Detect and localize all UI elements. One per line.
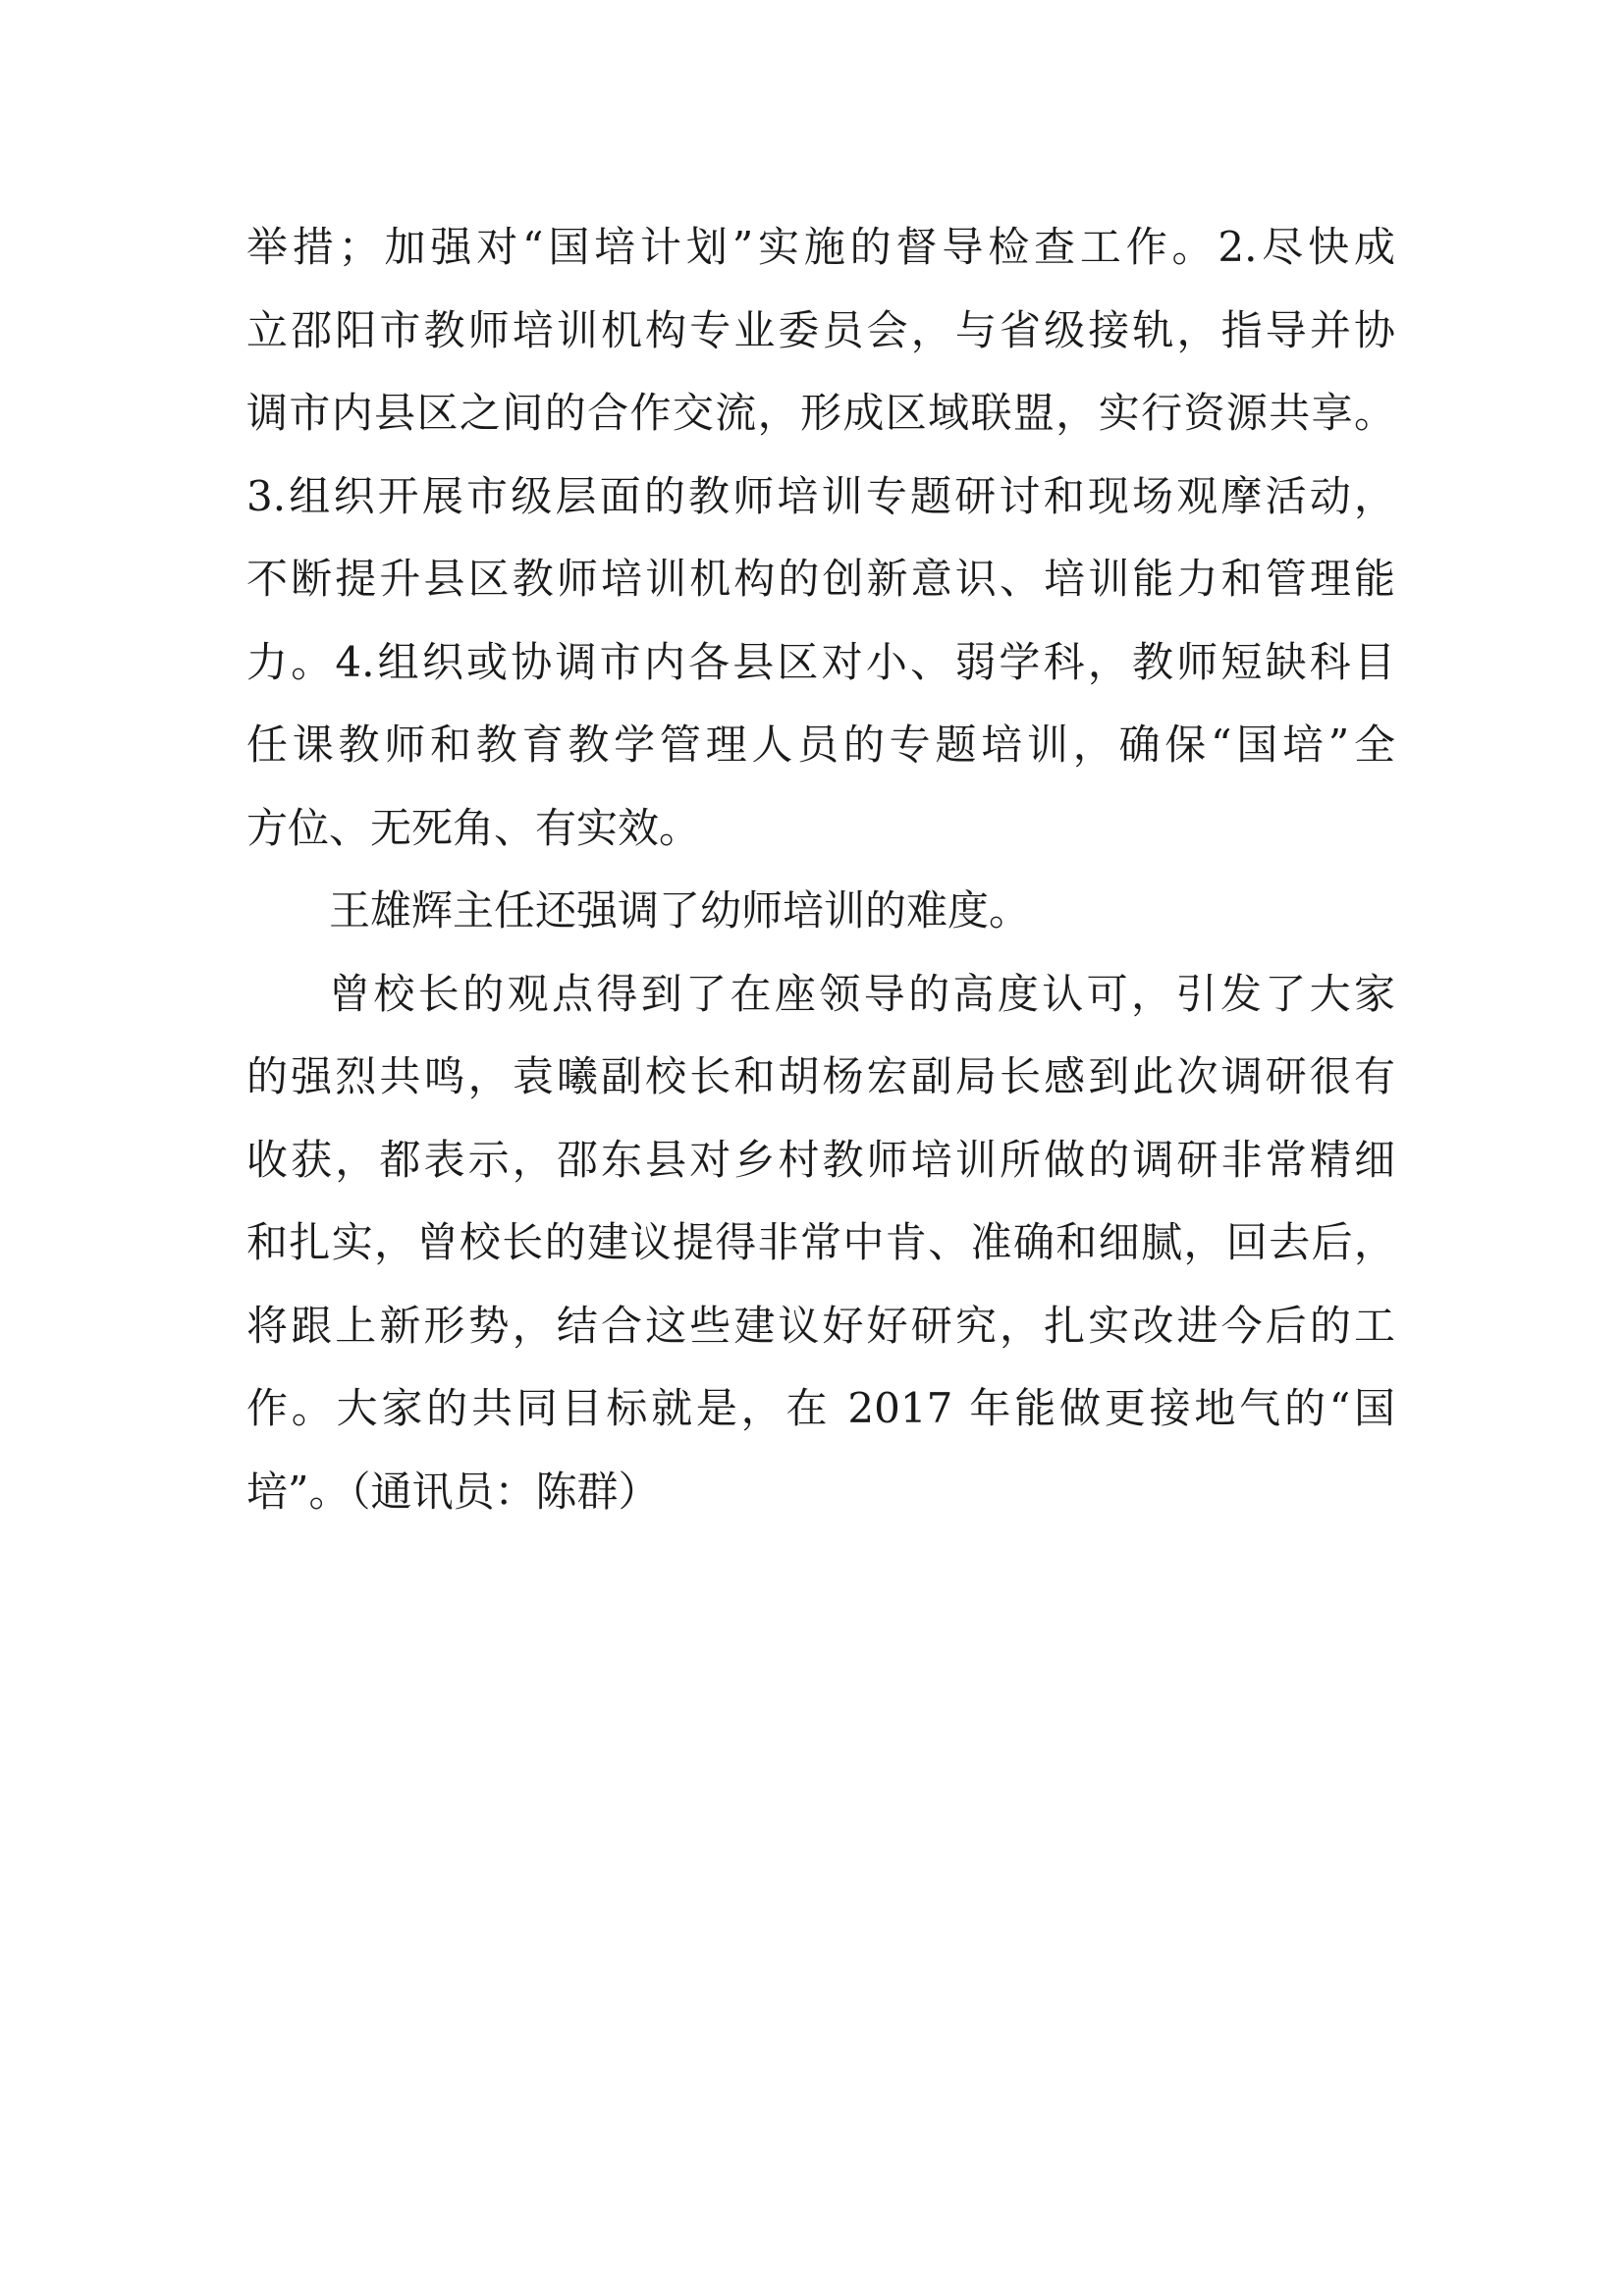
text-line: 调市内县区之间的合作交流，形成区域联盟，实行资源共享。: [246, 389, 1395, 437]
paragraph-kindergarten-training: [246, 870, 1395, 953]
paragraph-conclusion: [246, 953, 1395, 1534]
text-line: 的强烈共鸣，袁曦副校长和胡杨宏副局长感到此次调研很有: [246, 1052, 1395, 1100]
text-line: 立邵阳市教师培训机构专业委员会，与省级接轨，指导并协: [246, 305, 1395, 354]
text-line: 作。大家的共同目标就是，在 2017 年能做更接地气的“国: [246, 1384, 1395, 1432]
text-line: 王雄辉主任还强调了幼师培训的难度。: [329, 886, 1031, 934]
text-line: 方位、无死角、有实效。: [246, 803, 701, 852]
text-line: 培”。（通讯员：陈群）: [246, 1467, 660, 1516]
paragraph-training-measures: [246, 206, 1395, 870]
text-line: 将跟上新形势，结合这些建议好好研究，扎实改进今后的工: [246, 1301, 1395, 1350]
text-line: 和扎实，曾校长的建议提得非常中肯、准确和细腻，回去后，: [246, 1218, 1395, 1266]
text-line: 曾校长的观点得到了在座领导的高度认可，引发了大家: [329, 969, 1395, 1018]
text-line: 力。4.组织或协调市内各县区对小、弱学科，教师短缺科目: [246, 637, 1395, 686]
text-line: 不断提升县区教师培训机构的创新意识、培训能力和管理能: [246, 555, 1395, 603]
text-line: 3.组织开展市级层面的教师培训专题研讨和现场观摩活动，: [246, 471, 1395, 520]
text-line: 举措；加强对“国培计划”实施的督导检查工作。2.尽快成: [246, 223, 1395, 271]
text-line: 收获，都表示，邵东县对乡村教师培训所做的调研非常精细: [246, 1135, 1395, 1184]
body-text: [246, 206, 1395, 1533]
text-line: 任课教师和教育教学管理人员的专题培训，确保“国培”全: [246, 721, 1395, 769]
